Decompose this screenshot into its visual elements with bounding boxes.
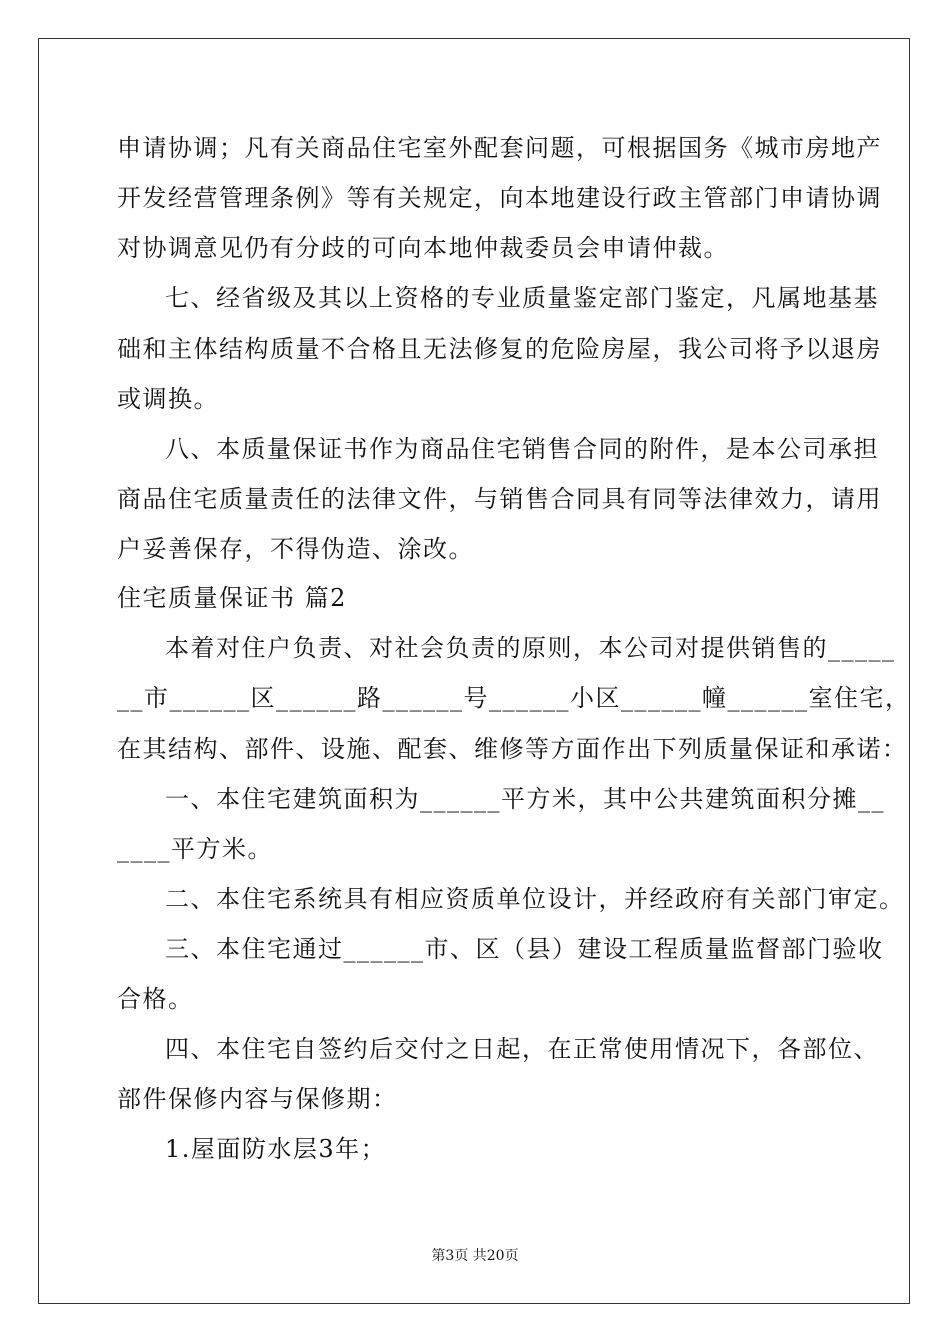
text-line: 四、本住宅自签约后交付之日起，在正常使用情况下，各部位、	[165, 1035, 879, 1063]
text-line: 合格。	[117, 985, 194, 1013]
text-line: 二、本住宅系统具有相应资质单位设计，并经政府有关部门审定。	[165, 885, 905, 913]
text-line: 开发经营管理条例》等有关规定，向本地建设行政主管部门申请协调	[117, 184, 882, 212]
text-line: 础和主体结构质量不合格且无法修复的危险房屋，我公司将予以退房	[117, 335, 882, 363]
text-line: 1.屋面防水层3年；	[165, 1135, 387, 1163]
page-border	[38, 38, 910, 1304]
text-line: 本着对住户负责、对社会负责的原则，本公司对提供销售的_____	[165, 634, 896, 662]
text-line: __市______区______路______号______小区______幢______室住宅，	[117, 684, 911, 712]
text-line: 商品住宅质量责任的法律文件，与销售合同具有同等法律效力，请用	[117, 485, 882, 513]
section-heading: 住宅质量保证书 篇2	[117, 584, 347, 612]
text-line: 八、本质量保证书作为商品住宅销售合同的附件，是本公司承担	[165, 435, 879, 463]
text-line: ____平方米。	[117, 835, 273, 863]
text-line: 部件保修内容与保修期：	[117, 1085, 398, 1113]
page-number-footer: 第3页 共20页	[431, 1248, 519, 1264]
text-line: 七、经省级及其以上资格的专业质量鉴定部门鉴定，凡属地基基	[165, 284, 879, 312]
text-line: 或调换。	[117, 385, 219, 413]
text-line: 一、本住宅建筑面积为______平方米，其中公共建筑面积分摊__	[165, 785, 885, 813]
text-line: 申请协调；凡有关商品住宅室外配套问题，可根据国务《城市房地产	[117, 134, 882, 162]
text-line: 对协调意见仍有分歧的可向本地仲裁委员会申请仲裁。	[117, 234, 729, 262]
text-line: 在其结构、部件、设施、配套、维修等方面作出下列质量保证和承诺：	[117, 735, 908, 763]
text-line: 三、本住宅通过______市、区（县）建设工程质量监督部门验收	[165, 935, 884, 963]
text-line: 户妥善保存，不得伪造、涂改。	[117, 535, 474, 563]
